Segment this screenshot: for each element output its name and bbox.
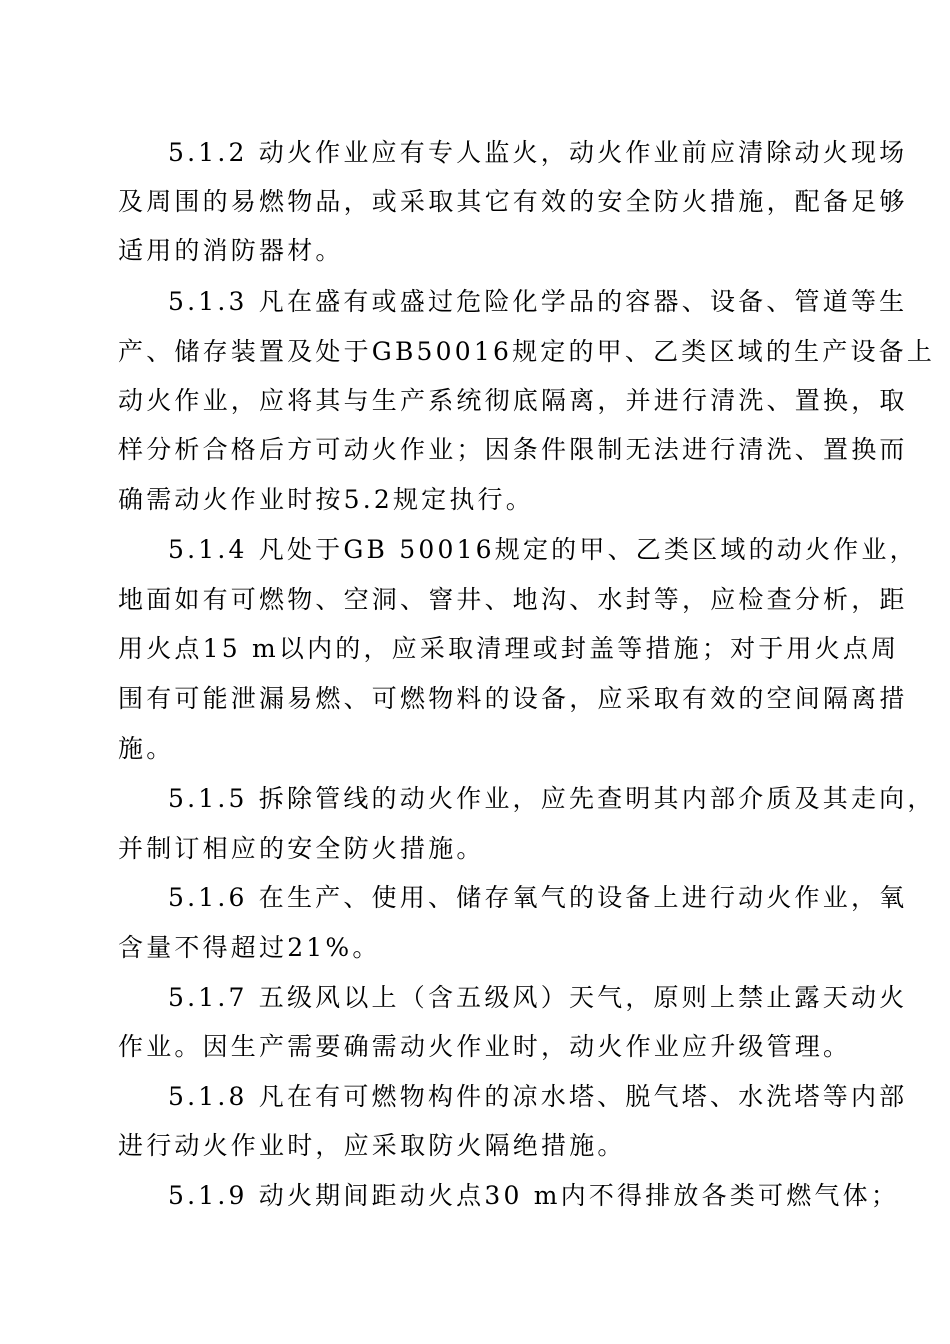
paragraph-5-1-5-line-2: 并制订相应的安全防火措施。 xyxy=(118,834,485,863)
paragraph-5-1-7-line-1: 5.1.7 五级风以上（含五级风）天气，原则上禁止露天动火 xyxy=(168,983,908,1012)
paragraph-5-1-6-line-2: 含量不得超过21%。 xyxy=(118,933,381,962)
paragraph-5-1-2-line-3: 适用的消防器材。 xyxy=(118,236,344,265)
paragraph-5-1-2-line-1: 5.1.2 动火作业应有专人监火，动火作业前应清除动火现场 xyxy=(168,138,908,167)
paragraph-5-1-8-line-2: 进行动火作业时，应采取防火隔绝措施。 xyxy=(118,1131,626,1160)
paragraph-5-1-9-line-1: 5.1.9 动火期间距动火点30 m内不得排放各类可燃气体； xyxy=(168,1181,900,1210)
paragraph-5-1-3-line-4: 样分析合格后方可动火作业；因条件限制无法进行清洗、置换而 xyxy=(118,435,908,464)
paragraph-5-1-6-line-1: 5.1.6 在生产、使用、储存氧气的设备上进行动火作业，氧 xyxy=(168,883,908,912)
paragraph-5-1-8-line-1: 5.1.8 凡在有可燃物构件的凉水塔、脱气塔、水洗塔等内部 xyxy=(168,1082,908,1111)
paragraph-5-1-5-line-1: 5.1.5 拆除管线的动火作业，应先查明其内部介质及其走向， xyxy=(168,784,936,813)
paragraph-5-1-3-line-2: 产、储存装置及处于GB50016规定的甲、乙类区域的生产设备上 xyxy=(118,337,936,366)
paragraph-5-1-3-line-1: 5.1.3 凡在盛有或盛过危险化学品的容器、设备、管道等生 xyxy=(168,287,908,316)
paragraph-5-1-4-line-5: 施。 xyxy=(118,734,175,763)
paragraph-5-1-3-line-5: 确需动火作业时按5.2规定执行。 xyxy=(118,485,534,514)
paragraph-5-1-4-line-2: 地面如有可燃物、空洞、窨井、地沟、水封等，应检查分析，距 xyxy=(118,585,908,614)
paragraph-5-1-7-line-2: 作业。因生产需要确需动火作业时，动火作业应升级管理。 xyxy=(118,1032,852,1061)
paragraph-5-1-4-line-1: 5.1.4 凡处于GB 50016规定的甲、乙类区域的动火作业， xyxy=(168,535,918,564)
paragraph-5-1-4-line-3: 用火点15 m以内的，应采取清理或封盖等措施；对于用火点周 xyxy=(118,634,900,663)
paragraph-5-1-3-line-3: 动火作业，应将其与生产系统彻底隔离，并进行清洗、置换，取 xyxy=(118,386,908,415)
paragraph-5-1-4-line-4: 围有可能泄漏易燃、可燃物料的设备，应采取有效的空间隔离措 xyxy=(118,684,908,713)
paragraph-5-1-2-line-2: 及周围的易燃物品，或采取其它有效的安全防火措施，配备足够 xyxy=(118,187,908,216)
